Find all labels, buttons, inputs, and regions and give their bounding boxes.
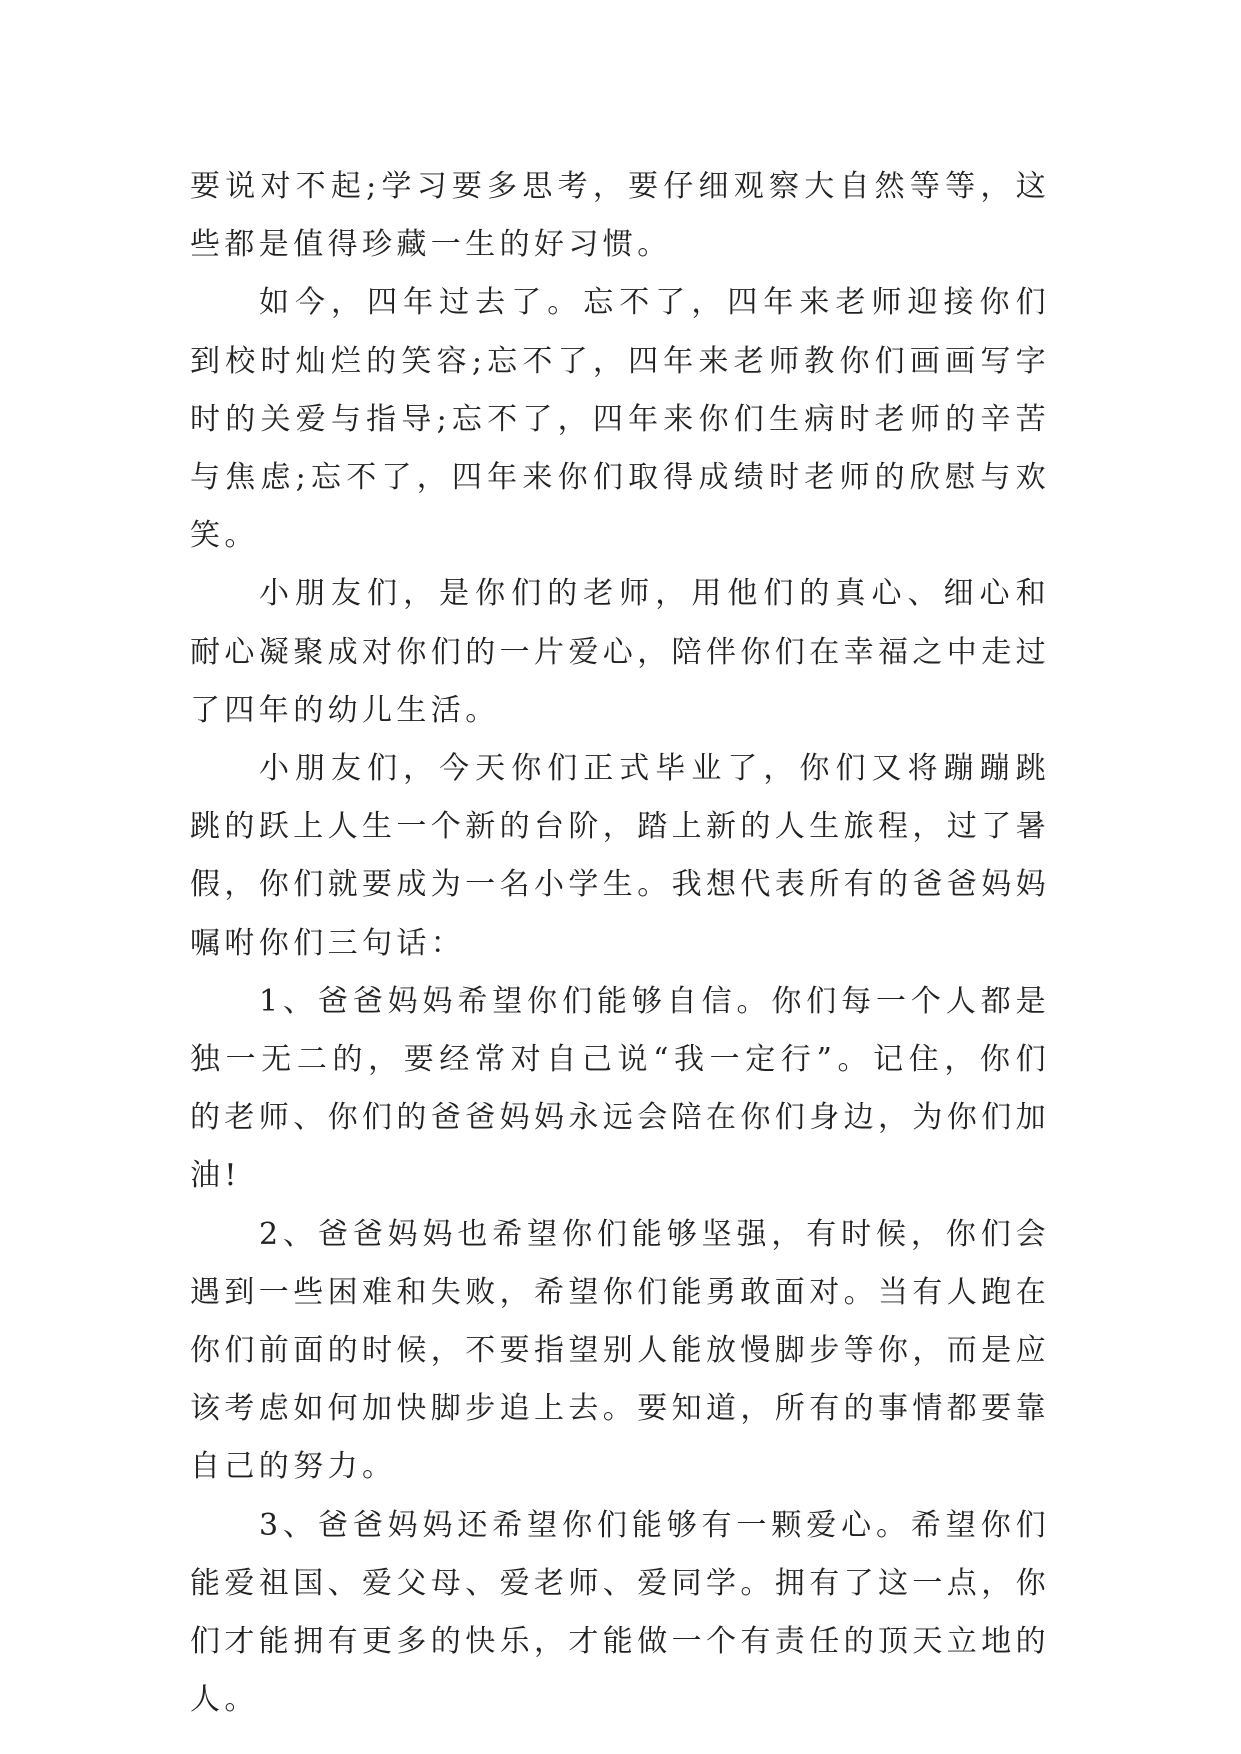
paragraph: 要说对不起;学习要多思考，要仔细观察大自然等等，这些都是值得珍藏一生的好习惯。 xyxy=(190,169,1050,263)
paragraph: 1、爸爸妈妈希望你们能够自信。你们每一个人都是独一无二的，要经常对自己说“我一定行”。记住，你们的老师、你们的爸爸妈妈永远会陪在你们身边，为你们加油! xyxy=(190,983,1050,1194)
paragraph: 2、爸爸妈妈也希望你们能够坚强，有时候，你们会遇到一些困难和失败，希望你们能勇敢面对。当有人跑在你们前面的时候，不要指望别人能放慢脚步等你，而是应该考虑如何加快脚步追上去。要知道，所有的事情都要靠自己的努力。 xyxy=(190,1216,1050,1485)
document-page xyxy=(190,158,1050,1729)
paragraph: 3、爸爸妈妈还希望你们能够有一颗爱心。希望你们能爱祖国、爱父母、爱老师、爱同学。拥有了这一点，你们才能拥有更多的快乐，才能做一个有责任的顶天立地的人。 xyxy=(190,1507,1050,1718)
paragraph: 小朋友们，今天你们正式毕业了，你们又将蹦蹦跳跳的跃上人生一个新的台阶，踏上新的人生旅程，过了暑假，你们就要成为一名小学生。我想代表所有的爸爸妈妈嘱咐你们三句话： xyxy=(190,751,1050,961)
paragraph: 如今，四年过去了。忘不了，四年来老师迎接你们到校时灿烂的笑容;忘不了，四年来老师教你们画画写字时的关爱与指导;忘不了，四年来你们生病时老师的辛苦与焦虑;忘不了，四年来你们取得成绩时老师的欣慰与欢笑。 xyxy=(190,285,1050,554)
paragraph: 小朋友们，是你们的老师，用他们的真心、细心和耐心凝聚成对你们的一片爱心，陪伴你们在幸福之中走过了四年的幼儿生活。 xyxy=(190,576,1050,728)
